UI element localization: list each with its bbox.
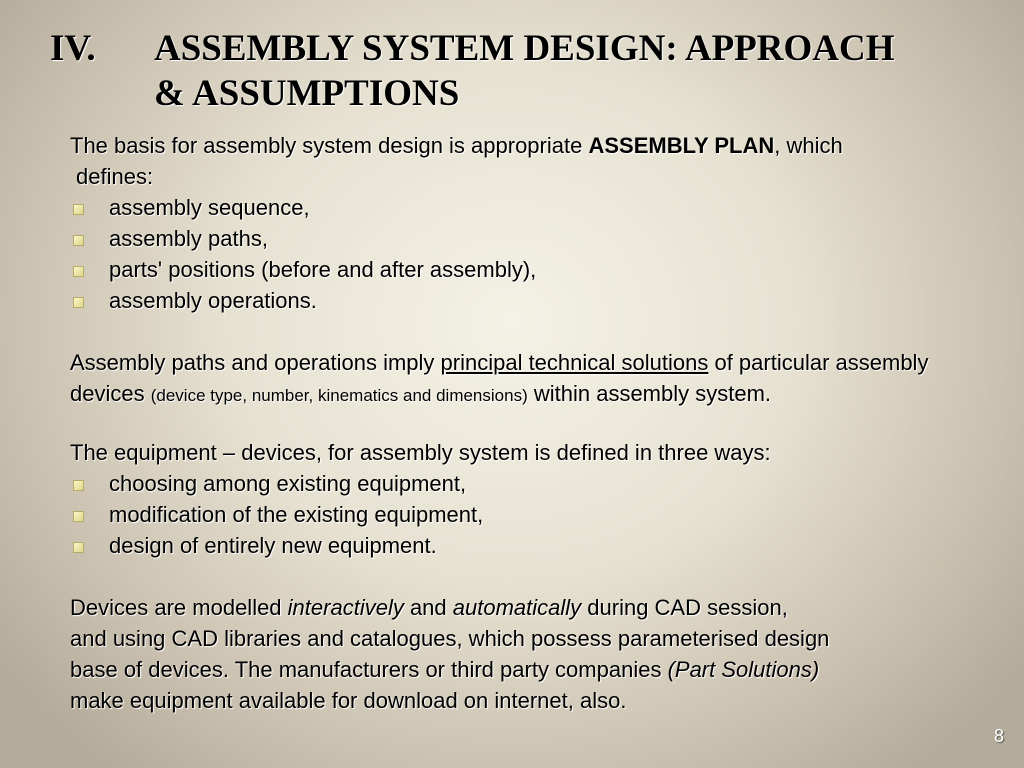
intro-text-line2: defines: (76, 164, 154, 189)
list-item-text: assembly paths, (109, 226, 268, 251)
title-line-1: ASSEMBLY SYSTEM DESIGN: APPROACH (154, 28, 895, 69)
equipment-list (70, 468, 990, 561)
devices-paragraph (70, 592, 990, 716)
spacer (70, 411, 990, 437)
devices-line-4: make equipment available for download on internet, also. (70, 688, 627, 713)
section-number: IV. (50, 28, 96, 69)
page-number: 8 (993, 726, 1004, 746)
interactively-emphasis: interactively (287, 595, 404, 620)
list-item (70, 468, 990, 499)
slide-title (50, 26, 990, 116)
bullet-icon (73, 266, 84, 277)
bullet-icon (73, 204, 84, 215)
bullet-icon (73, 235, 84, 246)
assembly-plan-list (70, 192, 990, 316)
bullet-icon (73, 542, 84, 553)
paths-text-2: of particular assembly devices (70, 350, 929, 406)
title-line-2: & ASSUMPTIONS (154, 73, 460, 114)
spacer (70, 316, 990, 347)
paths-paragraph (70, 347, 990, 411)
devices-line-3: base of devices. The manufacturers or third party companies (70, 657, 668, 682)
devices-line-2: and using CAD libraries and catalogues, which possess parameterised design (70, 626, 830, 651)
list-item (70, 223, 990, 254)
principal-solutions-underlined: principal technical solutions (440, 350, 709, 375)
paths-text-3: within assembly system. (527, 381, 772, 406)
equipment-paragraph: The equipment – devices, for assembly system is defined in three ways: (70, 440, 771, 465)
list-item-text: parts' positions (before and after assembly), (109, 257, 537, 282)
intro-paragraph (70, 130, 990, 192)
list-item (70, 530, 990, 561)
bullet-icon (73, 511, 84, 522)
devices-text: Devices are modelled (70, 595, 288, 620)
devices-text-end: during CAD session, (581, 595, 788, 620)
devices-text-and: and (403, 595, 453, 620)
list-item-text: modification of the existing equipment, (109, 502, 484, 527)
paths-text: Assembly paths and operations imply (70, 350, 441, 375)
bullet-icon (73, 297, 84, 308)
slide-body (70, 130, 990, 716)
intro-text: The basis for assembly system design is appropriate (70, 133, 589, 158)
list-item-text: assembly sequence, (109, 195, 310, 220)
intro-text-end: , which (774, 133, 843, 158)
list-item (70, 192, 990, 223)
bullet-icon (73, 480, 84, 491)
spacer (70, 561, 990, 592)
assembly-plan-emphasis: ASSEMBLY PLAN (588, 133, 775, 158)
list-item (70, 285, 990, 316)
list-item-text: design of entirely new equipment. (109, 533, 437, 558)
part-solutions-emphasis: (Part Solutions) (667, 657, 820, 682)
list-item-text: choosing among existing equipment, (109, 471, 467, 496)
list-item (70, 254, 990, 285)
list-item (70, 499, 990, 530)
list-item-text: assembly operations. (109, 288, 317, 313)
automatically-emphasis: automatically (452, 595, 582, 620)
device-details-note: (device type, number, kinematics and dimensions) (150, 386, 528, 405)
